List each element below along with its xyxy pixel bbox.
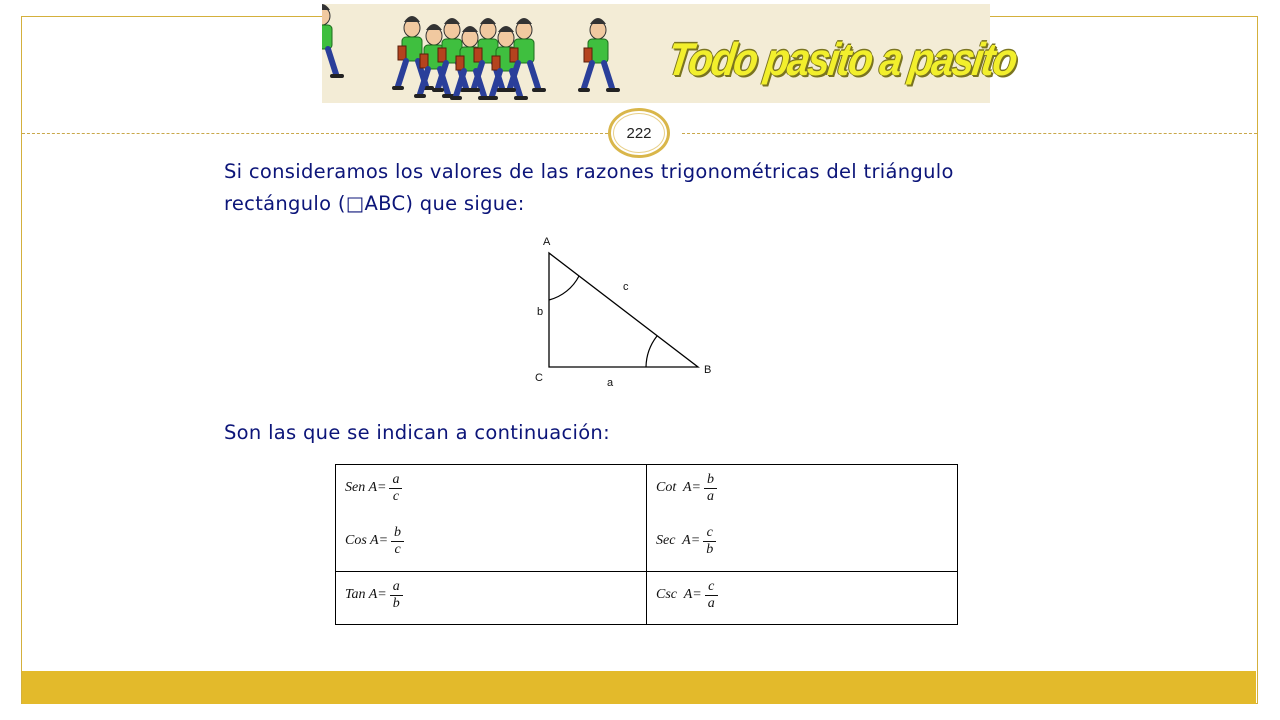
vertex-label-a: A bbox=[543, 236, 551, 248]
formula-cos bbox=[345, 521, 646, 561]
formula-lhs: Sec A= bbox=[656, 533, 701, 548]
denominator: a bbox=[706, 488, 714, 504]
formula-cot bbox=[656, 468, 957, 508]
footer-bar bbox=[22, 671, 1256, 704]
fraction bbox=[391, 525, 404, 558]
triangle-shape bbox=[549, 253, 698, 367]
fraction bbox=[390, 579, 403, 612]
fraction bbox=[705, 579, 718, 612]
formula-lhs: Sen A= bbox=[345, 480, 387, 495]
formula-sen bbox=[345, 468, 646, 508]
vertex-label-c: C bbox=[535, 372, 543, 384]
formula-lhs: Tan A= bbox=[345, 587, 387, 602]
vertex-label-b: B bbox=[704, 364, 712, 376]
page-number-badge bbox=[608, 108, 670, 158]
denominator: a bbox=[707, 595, 715, 611]
divider-left bbox=[22, 133, 608, 134]
right-triangle-diagram bbox=[520, 228, 730, 393]
denominator: c bbox=[394, 541, 401, 557]
banner-title: Todo pasito a pasito bbox=[664, 34, 1020, 86]
numerator: b bbox=[706, 471, 714, 487]
formula-lhs: Cot A= bbox=[656, 480, 701, 495]
intro-line-2: rectángulo (□ABC) que sigue: bbox=[224, 192, 525, 215]
formula-csc bbox=[656, 575, 957, 615]
page-number: 222 bbox=[626, 124, 652, 142]
formula-lhs: Csc A= bbox=[656, 587, 702, 602]
trig-ratios-table bbox=[335, 464, 958, 625]
divider-right bbox=[682, 133, 1257, 134]
side-label-c: c bbox=[623, 281, 629, 293]
denominator: b bbox=[392, 595, 400, 611]
numerator: c bbox=[708, 578, 715, 594]
side-label-b: b bbox=[537, 306, 544, 318]
table-row bbox=[336, 465, 958, 572]
numerator: c bbox=[706, 524, 713, 540]
angle-arc-a bbox=[549, 276, 579, 300]
angle-arc-b bbox=[646, 336, 657, 367]
numerator: b bbox=[394, 524, 402, 540]
formula-sec bbox=[656, 521, 957, 561]
formula-lhs: Cos A= bbox=[345, 533, 389, 548]
numerator: a bbox=[392, 578, 400, 594]
table-cell bbox=[336, 572, 647, 625]
fraction bbox=[704, 472, 717, 505]
denominator: b bbox=[706, 541, 714, 557]
side-label-a: a bbox=[607, 377, 614, 389]
continuation-text: Son las que se indican a continuación: bbox=[224, 421, 610, 444]
table-cell bbox=[647, 465, 958, 572]
numerator: a bbox=[392, 471, 400, 487]
table-cell bbox=[647, 572, 958, 625]
fraction bbox=[703, 525, 716, 558]
formula-tan bbox=[345, 575, 646, 615]
table-cell bbox=[336, 465, 647, 572]
denominator: c bbox=[392, 488, 400, 504]
intro-line-1: Si consideramos los valores de las razones trigonométricas del triángulo bbox=[224, 160, 954, 183]
table-row bbox=[336, 572, 958, 625]
fraction bbox=[389, 472, 402, 505]
